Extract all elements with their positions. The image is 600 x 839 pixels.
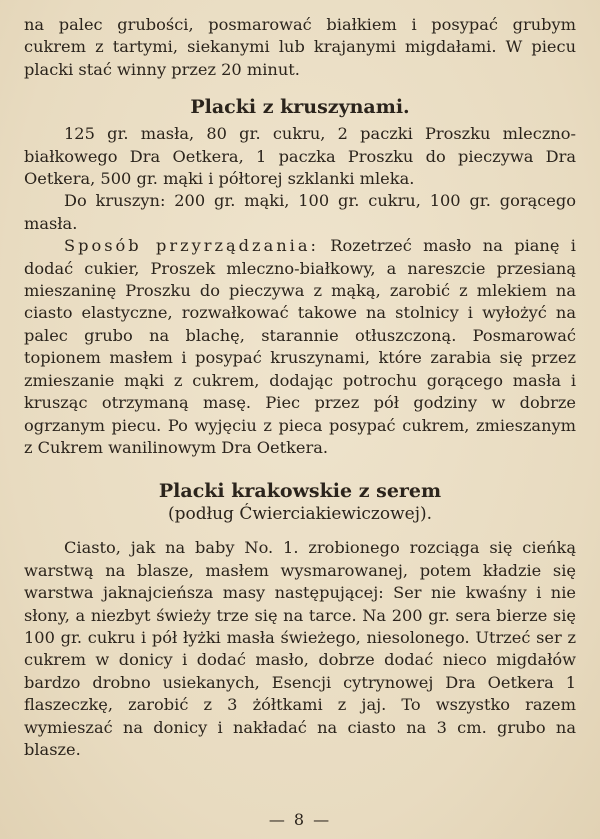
cheese-recipe-paragraph: Ciasto, jak na baby No. 1. zrobionego rozciąga się cieńką warstwą na blasze, masłem wysmarowanej, potem kładzie się warstwa jaknajcieńsza masy następującej: Ser nie kwaśny i nie słony, a niezbyt świeży trze się na tarce. Na 200 gr. sera bierze się 100 gr. cukru i pół łyżki masła świeżego, niesolonego. Utrzeć ser z cukrem w donicy i dodać masło, dobrze dodać nieco migdałów bardzo drobno usiekanych, Esencji cytrynowej Dra Oetkera 1 flaszeczkę, zarobić z 3 żółtkami z jaj. To wszystko razem wymieszać na donicy i nakładać na ciasto na 3 cm. grubo na blasze. xyxy=(24,538,576,759)
method-label: Sposób przyrządzania: xyxy=(64,236,319,256)
ingredients-paragraph: 125 gr. masła, 80 gr. cukru, 2 paczki Proszku mleczno-białkowego Dra Oetkera, 1 paczka Proszku do pieczywa Dra Oetkera, 500 gr. mąki i półtorej szklanki mleka. xyxy=(24,124,576,189)
intro-paragraph: na palec grubości, posmarować białkiem i posypać grubym cukrem z tartymi, siekanymi lub krajanymi migdałami. W piecu placki stać winny przez 20 minut. xyxy=(24,15,576,79)
section-title-placki-z-kruszynami: Placki z kruszynami. xyxy=(190,96,410,119)
section-subtitle: (podług Ćwierciakiewiczowej). xyxy=(167,504,433,525)
page-number: — 8 — xyxy=(268,810,332,829)
method-text: Rozetrzeć masło na pianę i dodać cukier, Proszek mleczno-białkowy, a nareszcie przesianą mieszaninę Proszku do pieczywa z mąką, zarobić z mlekiem na ciasto elastyczne, rozwałkować takowe na stolnicy i wyłożyć na palec grubo na blachę, starannie otłuszczoną. Posmarować topionem masłem i posypać kruszynami, które zarabia się przez zmieszanie mąki z cukrem, dodając potrochu gorącego masła i krusząc otrzymaną masę. Piec przez pół godziny w dobrze ogrzanym piecu. Po wyjęciu z pieca posypać cukrem, zmieszanym z Cukrem wanilinowym Dra Oetkera. xyxy=(24,236,576,457)
section-title-placki-krakowskie: Placki krakowskie z serem xyxy=(158,480,442,503)
crumbs-paragraph: Do kruszyn: 200 gr. mąki, 100 gr. cukru, 100 gr. gorącego masła. xyxy=(24,191,576,233)
method-paragraph xyxy=(24,235,576,459)
